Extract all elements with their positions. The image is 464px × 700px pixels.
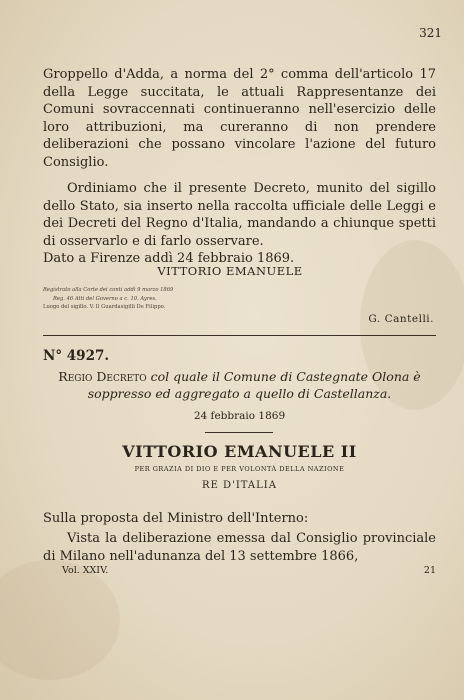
registration-note bbox=[43, 286, 233, 312]
proposal-line bbox=[43, 510, 436, 528]
paper-stain bbox=[0, 560, 120, 680]
section-divider bbox=[43, 335, 436, 336]
king-signature: VITTORIO EMANUELE bbox=[157, 264, 303, 278]
date-line: Dato a Firenze addì 24 febbraio 1869. bbox=[43, 251, 295, 267]
closing-formula: Ordiniamo che il presente Decreto, munito del sigillo dello Stato, sia inserto nella raccolta ufficiale delle Leggi e dei Decreti del Regno d'Italia, mandando a chiunque spetti di osservarlo e di farlo osservare. bbox=[43, 181, 436, 249]
decree-date: 24 febbraio 1869 bbox=[193, 410, 286, 422]
decree-number: N° 4927. bbox=[43, 348, 110, 364]
proposal-text: Sulla proposta del Ministro dell'Interno: bbox=[43, 511, 309, 526]
king-heading: VITTORIO EMANUELE II bbox=[122, 442, 357, 461]
volume-mark: Vol. XXIV. bbox=[62, 565, 109, 576]
registration-line: Registrato alla Corte dei conti addì 9 marzo 1869 bbox=[43, 287, 174, 293]
signature-mark: 21 bbox=[423, 565, 436, 576]
decree-title bbox=[43, 368, 436, 402]
re-italia-heading: RE D'ITALIA bbox=[202, 480, 277, 491]
page-footer bbox=[62, 565, 436, 576]
paragraph-continuation: Groppello d'Adda, a norma del 2° comma dell'articolo 17 della Legge succitata, le attuali Rappresentanze dei Comuni sovraccennati continueranno nell'esercizio delle loro attribuzioni, ma cureranno di non prendere deliberazioni che possano vincolare l'azione del futuro Consiglio. bbox=[43, 67, 436, 170]
minister-signature: G. Cantelli. bbox=[368, 313, 434, 325]
registration-line: Reg. 46 Atti del Governo a c. 10. Ayres. bbox=[53, 295, 157, 302]
decree-title-lead: Regio Decreto bbox=[58, 369, 147, 384]
decree-title-text: col quale il Comune di Castegnate Olona è soppresso ed aggregato a quello di Castellanza. bbox=[87, 369, 421, 401]
considering-paragraph: Vista la deliberazione emessa dal Consiglio provinciale di Milano nell'adunanza del 13 settembre 1866, bbox=[43, 531, 436, 564]
paragraph-closing bbox=[43, 180, 436, 268]
short-divider bbox=[205, 432, 273, 433]
registration-line: Luogo del sigillo. V. Il Guardasigilli De Filippo. bbox=[43, 304, 166, 311]
grazia-formula: PER GRAZIA DI DIO E PER VOLONTÀ DELLA NAZIONE bbox=[134, 465, 345, 473]
page-number: 321 bbox=[419, 26, 442, 40]
